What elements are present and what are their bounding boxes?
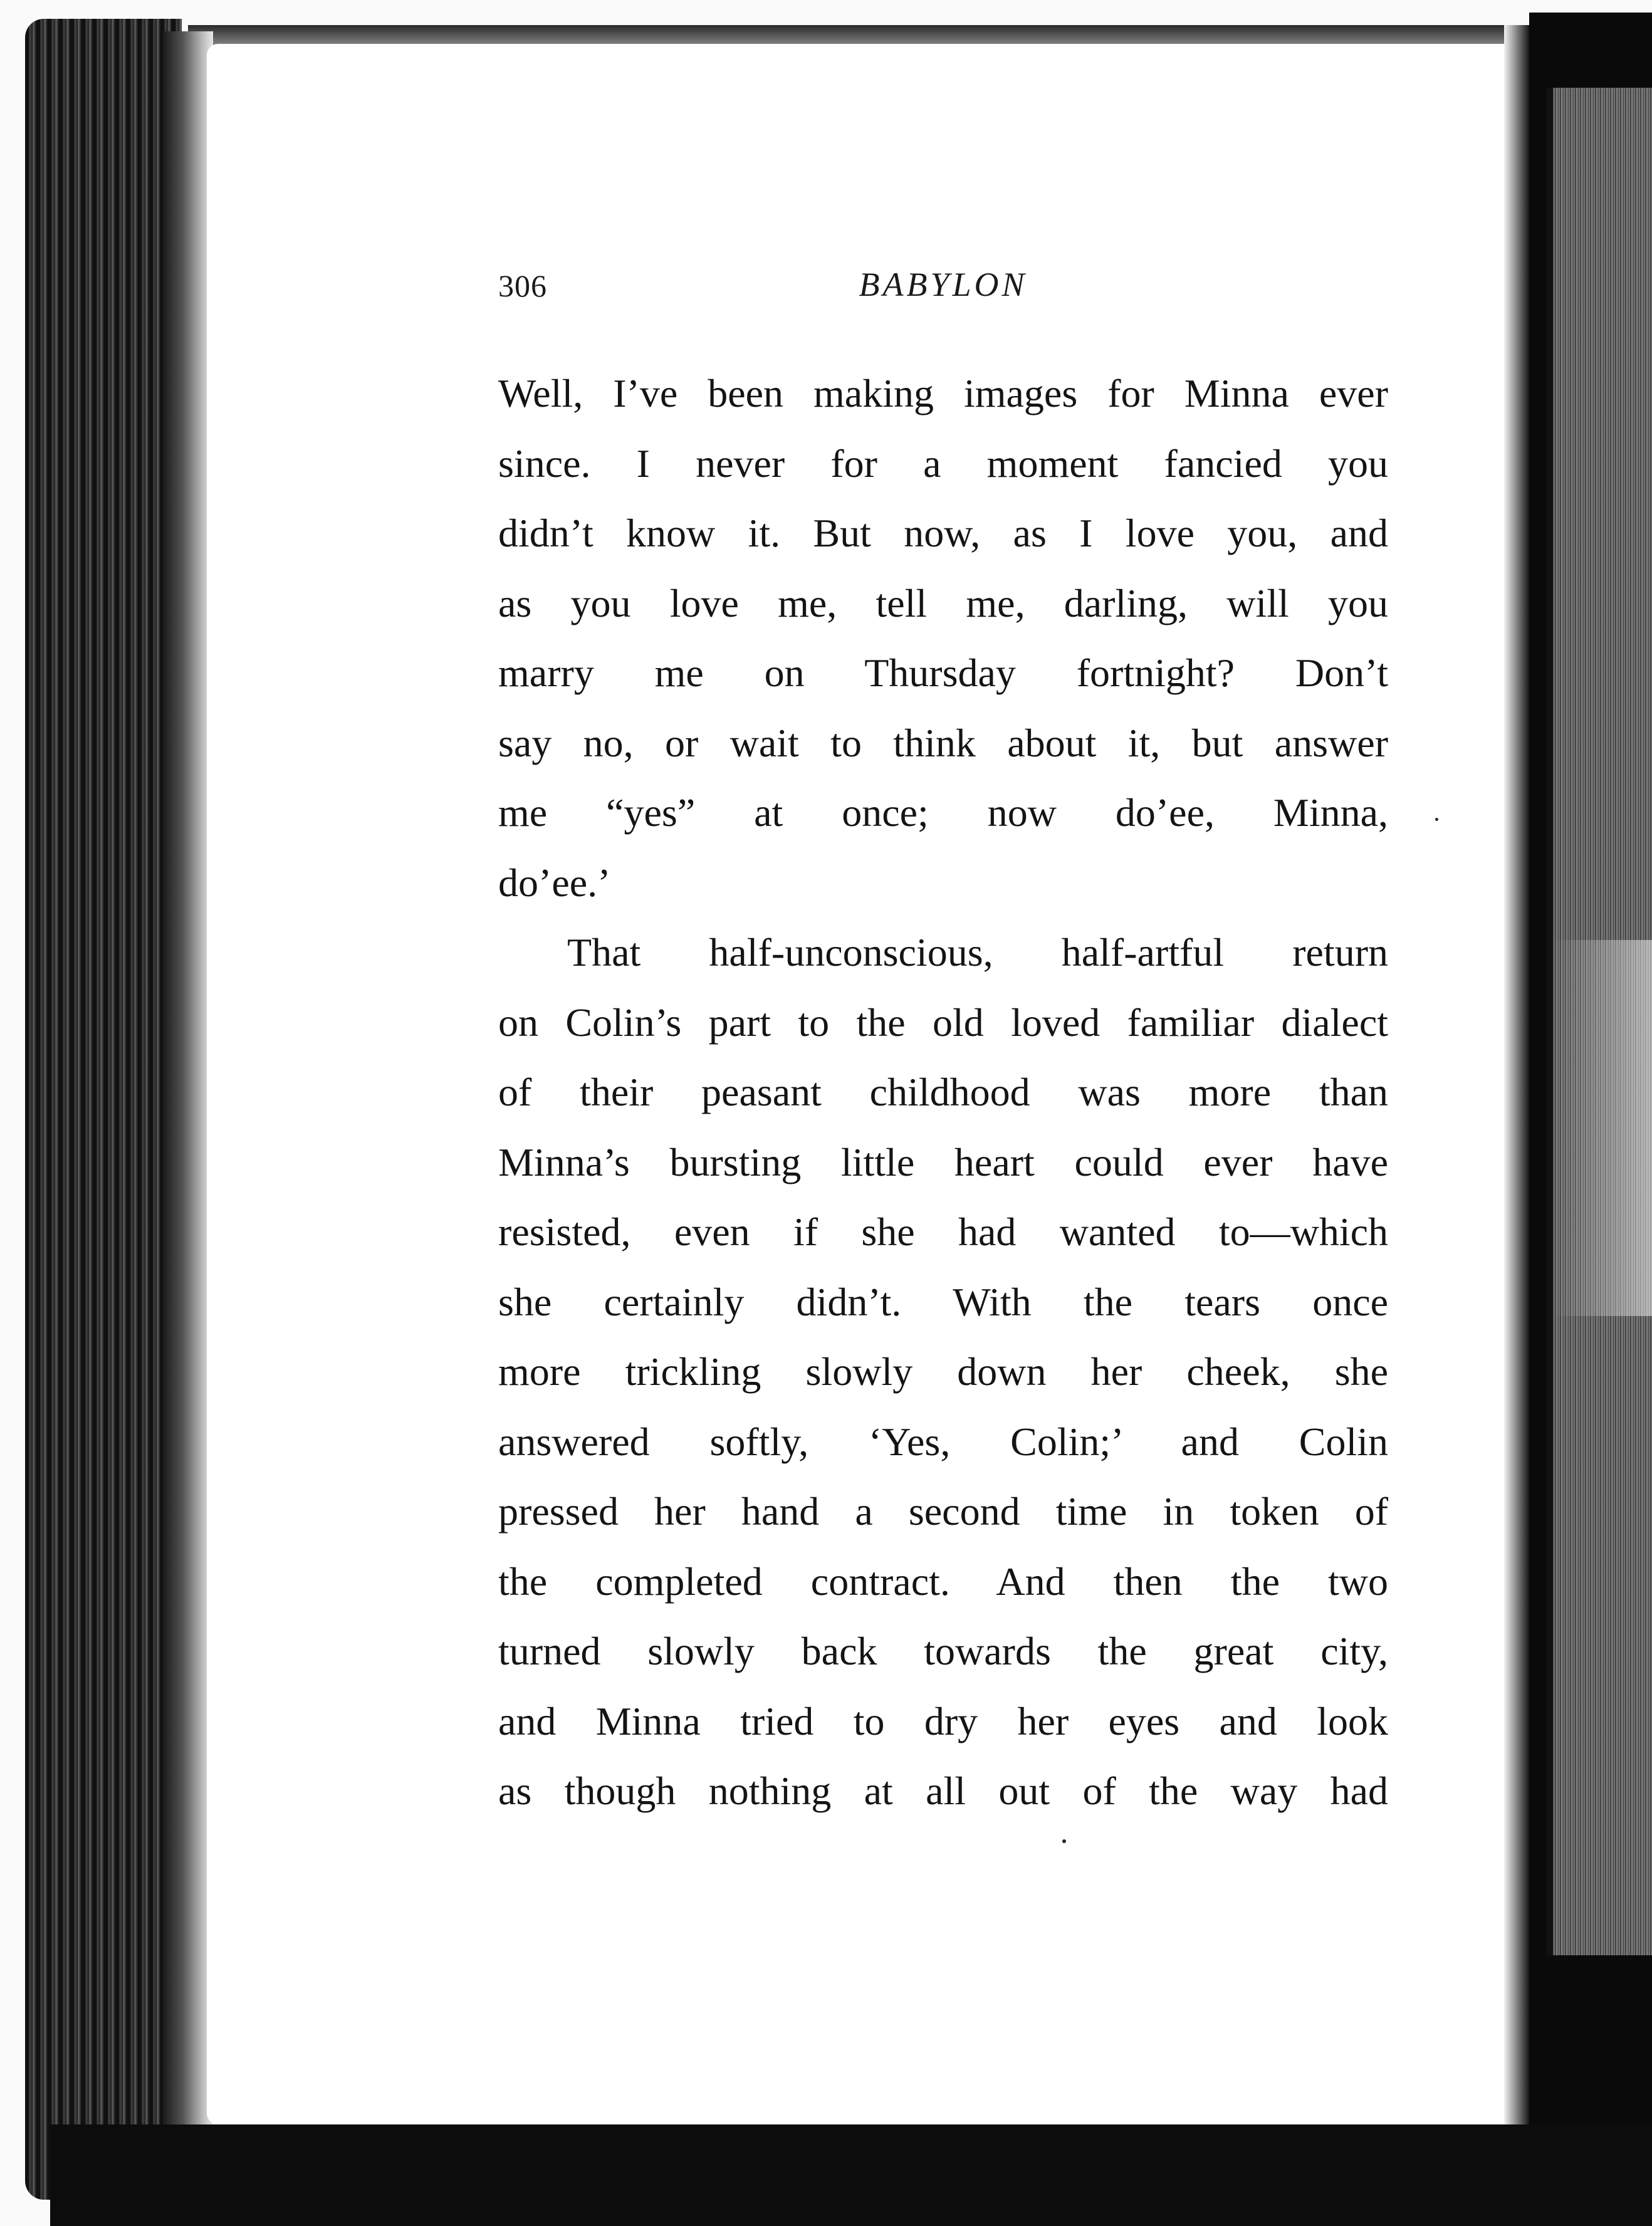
text-line: as you love me, tell me, darling, will you [498,580,1388,625]
paragraph [498,358,1388,917]
paragraph [498,917,1388,1826]
text-line: marry me on Thursday fortnight? Don’t [498,651,1388,695]
text-line: didn’t know it. But now, as I love you, and [498,511,1388,555]
text-line: the completed contract. And then the two [498,1559,1388,1604]
text-line: turned slowly back towards the great city, [498,1629,1388,1673]
ink-speck [1062,1839,1066,1843]
page-body [498,358,1388,1826]
binding-shadow [163,31,213,2187]
text-line: of their peasant childhood was more than [498,1070,1388,1114]
text-line: as though nothing at all out of the way had [498,1769,1388,1813]
text-line: say no, or wait to think about it, but answer [498,720,1388,765]
book-page-edges [25,19,182,2200]
page-number: 306 [498,268,547,303]
text-line: since. I never for a moment fancied you [498,441,1388,486]
text-line: she certainly didn’t. With the tears once [498,1279,1388,1324]
page-header [498,265,1388,309]
text-line: and Minna tried to dry her eyes and look [498,1698,1388,1743]
text-line: Well, I’ve been making images for Minna ever [498,371,1388,415]
scan-bottom-border [50,2124,1652,2226]
ink-speck [1435,818,1438,821]
text-line: Minna’s bursting little heart could ever have [498,1139,1388,1184]
text-line: pressed her hand a second time in token of [498,1489,1388,1534]
text-line: do’ee.’ [498,860,611,905]
text-line: resisted, even if she had wanted to—which [498,1210,1388,1254]
text-line: me “yes” at once; now do’ee, Minna, [498,790,1388,835]
text-line: That half-unconscious, half-artful return [567,930,1388,975]
engraving-highlight [1553,940,1652,1316]
text-line: on Colin’s part to the old loved familiar dialect [498,1000,1388,1045]
text-line: more trickling slowly down her cheek, she [498,1349,1388,1394]
text-line: answered softly, ‘Yes, Colin;’ and Colin [498,1419,1388,1464]
running-title: BABYLON [859,266,1028,303]
